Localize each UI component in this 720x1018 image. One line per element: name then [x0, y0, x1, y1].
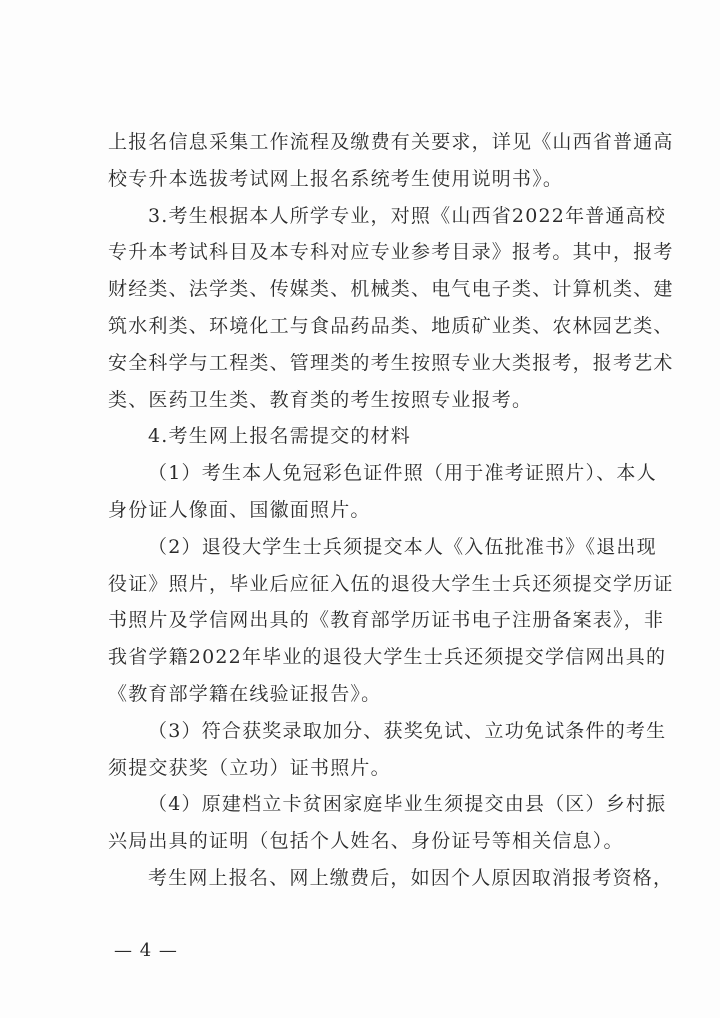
- text-line: 安全科学与工程类、管理类的考生按照专业大类报考，报考艺术: [108, 351, 674, 374]
- text-line: 兴局出具的证明（包括个人姓名、身份证号等相关信息）。: [108, 830, 624, 853]
- text-line: 书照片及学信网出具的《教育部学历证书电子注册备案表》，非: [108, 609, 665, 632]
- text-line: 筑水利类、环境化工与食品药品类、地质矿业类、农林园艺类、: [108, 314, 674, 337]
- text-line: 专升本考试科目及本专科对应专业参考目录》报考。其中，报考: [108, 241, 674, 264]
- text-line: 考生网上报名、网上缴费后，如因个人原因取消报考资格，: [148, 866, 674, 889]
- text-line: 须提交获奖（立功）证书照片。: [108, 756, 391, 779]
- text-line: 校专升本选拔考试网上报名系统考生使用说明书》。: [108, 167, 564, 190]
- text-line: 上报名信息采集工作流程及缴费有关要求，详见《山西省普通高: [108, 131, 674, 153]
- text-line: 4.考生网上报名需提交的材料: [148, 425, 411, 448]
- page-number: — 4 —: [114, 940, 178, 961]
- text-line: （3）符合获奖录取加分、获奖免试、立功免试条件的考生: [148, 719, 667, 742]
- text-line: 我省学籍2022年毕业的退役大学生士兵还须提交学信网出具的: [108, 646, 667, 669]
- text-line: 《教育部学籍在线验证报告》。: [108, 682, 382, 705]
- text-line: （2）退役大学生士兵须提交本人《入伍批准书》《退出现: [148, 535, 657, 558]
- text-line: （1）考生本人免冠彩色证件照（用于准考证照片）、本人: [148, 462, 657, 485]
- text-line: 身份证人像面、国徽面照片。: [108, 498, 371, 521]
- body-text: [108, 124, 674, 897]
- text-line: 3.考生根据本人所学专业，对照《山西省2022年普通高校: [148, 204, 667, 227]
- text-line: 类、医药卫生类、教育类的考生按照专业报考。: [108, 388, 533, 411]
- text-line: 役证》照片，毕业后应征入伍的退役大学生士兵还须提交学历证: [108, 572, 674, 595]
- text-line: 财经类、法学类、传媒类、机械类、电气电子类、计算机类、建: [108, 278, 674, 301]
- text-line: （4）原建档立卡贫困家庭毕业生须提交由县（区）乡村振: [148, 793, 667, 816]
